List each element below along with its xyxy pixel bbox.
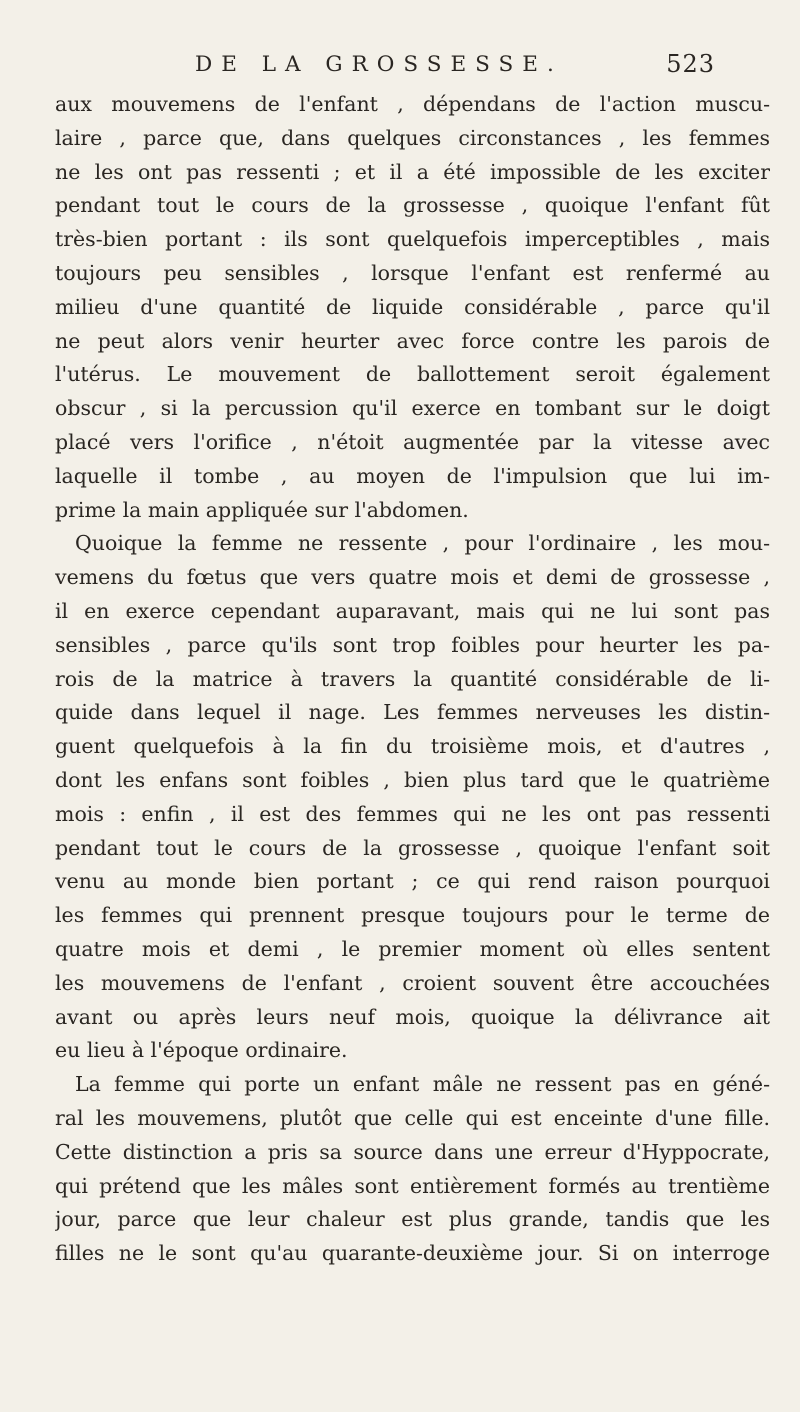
text-line: ne les ont pas ressenti ; et il a été impossible de les exciter	[55, 159, 770, 184]
text-line: milieu d'une quantité de liquide considérable , parce qu'il	[55, 294, 770, 319]
text-line: Cette distinction a pris sa source dans une erreur d'Hyppocrate,	[55, 1139, 770, 1164]
text-line: dont les enfans sont foibles , bien plus tard que le quatrième	[55, 767, 770, 792]
text-line: Quoique la femme ne ressente , pour l'ordinaire , les mou-	[75, 531, 770, 556]
text-line: ral les mouvemens, plutôt que celle qui est enceinte d'une fille.	[55, 1105, 770, 1130]
text-line: quide dans lequel il nage. Les femmes nerveuses les distin-	[55, 700, 770, 725]
text-line: vemens du fœtus que vers quatre mois et demi de grossesse ,	[55, 565, 770, 590]
running-head	[195, 50, 715, 84]
page-number: 523	[666, 50, 715, 78]
text-line: guent quelquefois à la fin du troisième mois, et d'autres ,	[55, 734, 770, 759]
text-line: laquelle il tombe , au moyen de l'impulsion que lui im-	[55, 463, 770, 488]
text-line: eu lieu à l'époque ordinaire.	[55, 1038, 348, 1063]
text-line: venu au monde bien portant ; ce qui rend raison pourquoi	[55, 869, 770, 894]
text-line: prime la main appliquée sur l'abdomen.	[55, 497, 469, 522]
text-line: mois : enfin , il est des femmes qui ne les ont pas ressenti	[55, 801, 770, 826]
text-line: placé vers l'orifice , n'étoit augmentée par la vitesse avec	[55, 429, 770, 454]
text-line: sensibles , parce qu'ils sont trop foibles pour heurter les pa-	[55, 632, 770, 657]
text-line: aux mouvemens de l'enfant , dépendans de l'action muscu-	[55, 92, 770, 116]
text-line: laire , parce que, dans quelques circonstances , les femmes	[55, 125, 770, 150]
running-title: DE LA GROSSESSE.	[195, 52, 563, 77]
text-line: les femmes qui prennent presque toujours pour le terme de	[55, 903, 770, 928]
text-line: qui prétend que les mâles sont entièrement formés au trentième	[55, 1173, 770, 1198]
text-line: les mouvemens de l'enfant , croient souvent être accouchées	[55, 970, 770, 995]
text-line: l'utérus. Le mouvement de ballottement seroit également	[55, 362, 770, 387]
body-text	[55, 88, 770, 1271]
text-line: avant ou après leurs neuf mois, quoique la délivrance ait	[55, 1004, 770, 1029]
text-line: ne peut alors venir heurter avec force contre les parois de	[55, 328, 770, 353]
text-line: très-bien portant : ils sont quelquefois imperceptibles , mais	[55, 227, 770, 252]
text-line: La femme qui porte un enfant mâle ne ressent pas en géné-	[75, 1072, 770, 1097]
text-line: il en exerce cependant auparavant, mais qui ne lui sont pas	[55, 598, 770, 623]
text-line: jour, parce que leur chaleur est plus grande, tandis que les	[55, 1207, 770, 1232]
text-line: obscur , si la percussion qu'il exerce en tombant sur le doigt	[55, 396, 770, 421]
text-line: toujours peu sensibles , lorsque l'enfant est renfermé au	[55, 260, 770, 285]
text-line: rois de la matrice à travers la quantité considérable de li-	[55, 666, 770, 691]
text-line: pendant tout le cours de la grossesse , quoique l'enfant fût	[55, 193, 770, 218]
text-line: pendant tout le cours de la grossesse , quoique l'enfant soit	[55, 835, 770, 860]
text-line: quatre mois et demi , le premier moment où elles sentent	[55, 936, 770, 961]
text-line: filles ne le sont qu'au quarante-deuxième jour. Si on interroge	[55, 1241, 770, 1266]
